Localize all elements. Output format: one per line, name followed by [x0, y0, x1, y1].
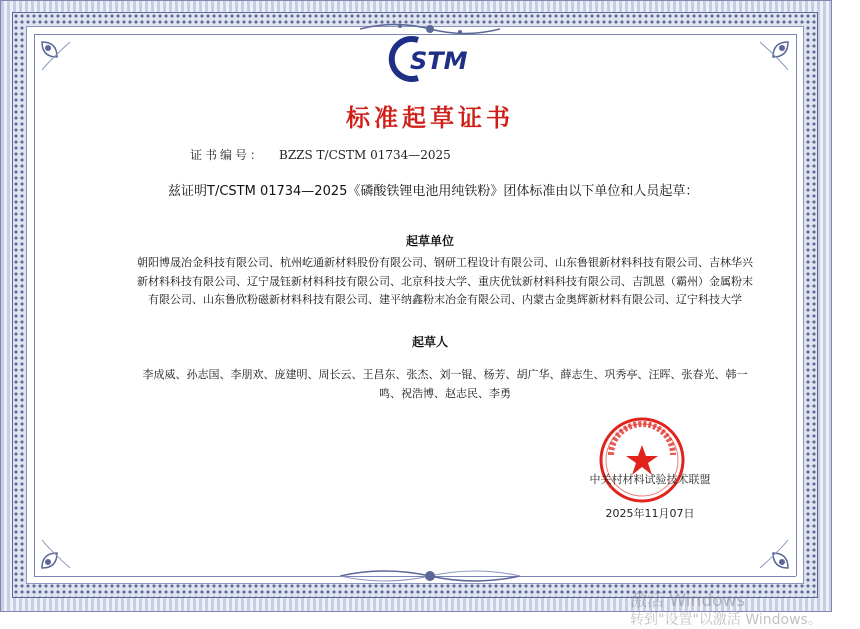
issuing-organization: 中关村材料试验技术联盟	[589, 473, 711, 486]
certificate-number-row	[190, 146, 451, 163]
corner-ornament-icon	[40, 536, 74, 570]
corner-ornament-icon	[756, 536, 790, 570]
bottom-scroll-ornament-icon	[340, 566, 520, 586]
units-list: 朝阳博晟冶金科技有限公司、杭州屹通新材料股份有限公司、钢研工程设计有限公司、山东鲁银新材料科技有限公司、吉林华兴新材料科技有限公司、辽宁晟钰新材料科技有限公司、北京科技大学、重庆优钛新材料科技有限公司、吉凯恩（霸州）金属粉末有限公司、山东鲁欣粉磁新材料科技有限公司、建平纳鑫粉末冶金有限公司、内蒙古金奥辉新材料有限公司、辽宁科技大学	[137, 256, 753, 306]
certificate-number-value: BZZS T/CSTM 01734—2025	[279, 148, 451, 162]
certificate-title: 标准起草证书	[346, 103, 514, 132]
units-heading: 起草单位	[405, 234, 454, 248]
windows-activation-watermark-title: 激活 Windows	[630, 591, 746, 611]
issue-date: 2025年11月07日	[605, 507, 695, 520]
cstm-logo-icon	[388, 34, 478, 84]
certificate-intro-text: 兹证明T/CSTM 01734—2025《磷酸铁锂电池用纯铁粉》团体标准由以下单位和人员起草：	[168, 184, 699, 199]
logo-text: STM	[410, 47, 468, 75]
red-star-seal-icon	[597, 415, 687, 505]
windows-activation-watermark-subtitle: 转到"设置"以激活 Windows。	[630, 612, 822, 628]
people-heading: 起草人	[411, 335, 448, 349]
corner-ornament-icon	[756, 40, 790, 74]
certificate-number-label: 证书编号：	[190, 148, 266, 162]
corner-ornament-icon	[40, 40, 74, 74]
people-list: 李成威、孙志国、李朋欢、庞建明、周长云、王昌东、张杰、刘一锟、杨芳、胡广华、薛志生、巩秀亭、汪晖、张春光、韩一鸣、祝浩博、赵志民、李勇	[142, 368, 748, 400]
